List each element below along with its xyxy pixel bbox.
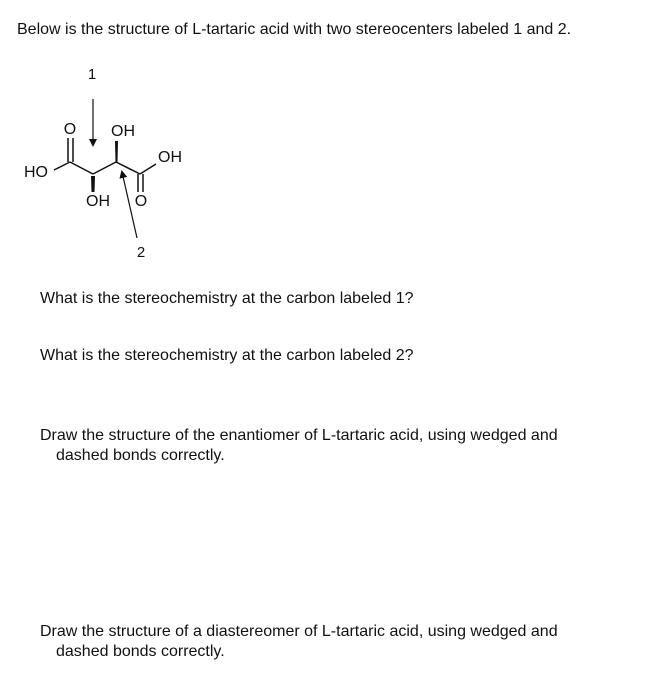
wedge-bond-lower [91,176,95,192]
tartaric-acid-structure [0,0,260,270]
question-4-text-line2: dashed bonds correctly. [56,643,225,660]
atom-oh-right: OH [158,149,182,166]
question-4 [40,622,620,662]
atom-o-top-left: O [63,121,77,138]
wedge-bond-upper [115,141,118,162]
question-4-text-line1: Draw the structure of a diastereomer of L-tartaric acid, using wedged and [40,623,558,640]
question-1 [40,289,620,309]
question-2-text: What is the stereochemistry at the carbon labeled 2? [40,347,414,364]
question-2 [40,346,620,366]
question-1-text: What is the stereochemistry at the carbon labeled 1? [40,290,414,307]
stereocenter-label-2: 2 [136,244,146,261]
atom-oh-top: OH [111,123,135,140]
atom-o-bottom: O [134,193,148,210]
question-3-text-line2: dashed bonds correctly. [56,447,225,464]
intro-text: Below is the structure of L-tartaric acid with two stereocenters labeled 1 and 2. [17,21,572,38]
stereocenter-label-1: 1 [87,66,97,83]
question-3-text-line1: Draw the structure of the enantiomer of L-tartaric acid, using wedged and [40,427,558,444]
question-3 [40,426,620,466]
atom-oh-bottom: OH [86,193,110,210]
atom-ho-left: HO [24,164,48,181]
skeleton-bonds [54,138,156,192]
